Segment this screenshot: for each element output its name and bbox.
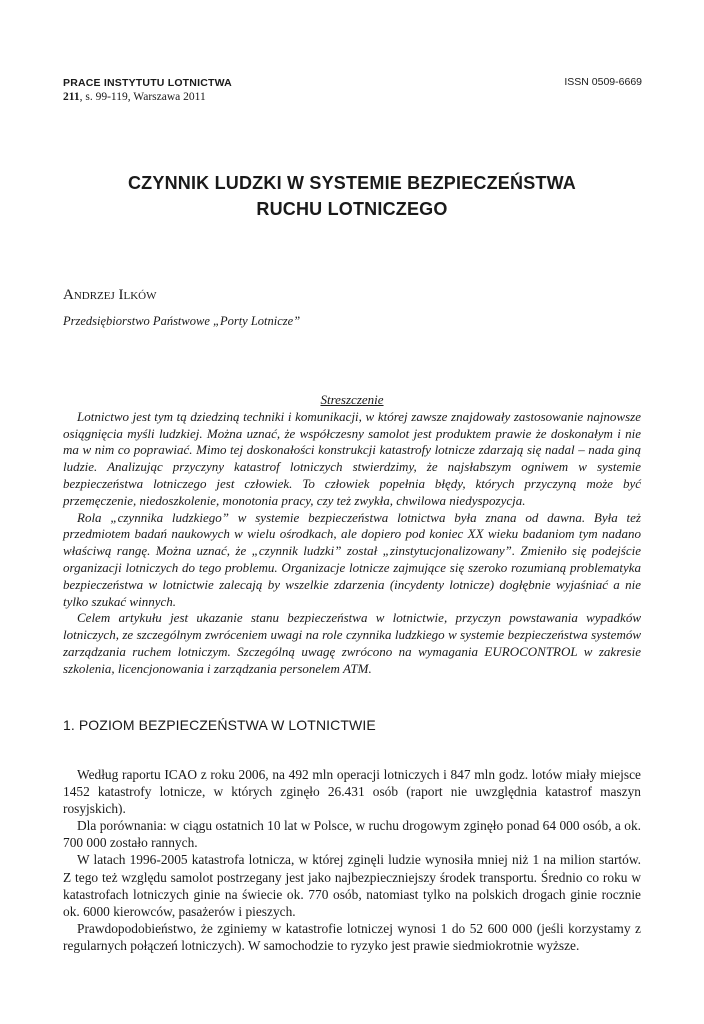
abstract [63,392,641,678]
body-paragraph: Dla porównania: w ciągu ostatnich 10 lat w Polsce, w ruchu drogowym zginęło ponad 64 000 osób, a ok. 700 000 zostało rannych. [63,818,641,851]
journal-header [63,76,232,104]
journal-pages-place-year: , s. 99-119, Warszawa 2011 [79,91,206,103]
journal-volume: 211 [63,91,80,103]
journal-citation [63,90,232,104]
author-name: Andrzej Ilków [63,287,157,303]
body-paragraph: Według raportu ICAO z roku 2006, na 492 mln operacji lotniczych i 847 mln godz. lotów miały miejsce 1452 katastrofy lotnicze, w których zginęło 26.431 osób (raport nie uwzględnia katastrof maszyn rosyjskich). [63,767,641,817]
abstract-paragraph: Rola „czynnika ludzkiego” w systemie bezpieczeństwa lotnictwa była znana od dawna. Była też przedmiotem badań naukowych w wielu ośrodkach, ale dopiero pod koniec XX wieku badaniom tym nadano właściwą rangę. Można uznać, że „czynnik ludzki” został „zinstytucjonalizowany”. Zmieniło się podejście organizacji lotniczych do tego problemu. Organizacje lotnicze zajmujące się szeroko rozumianą problematyka bezpieczeństwa w lotnictwie zalecają by wszelkie zdarzenia (incydenty lotnicze) dogłębnie wyjaśniać a nie tylko szukać winnych. [63,509,641,609]
article-title [63,170,641,222]
body-paragraph: Prawdopodobieństwo, że zginiemy w katastrofie lotniczej wynosi 1 do 52 600 000 (jeśli korzystamy z regularnych połączeń lotniczych). W samochodzie to ryzyko jest prawie siedmiokrotnie wyższe. [63,920,641,953]
abstract-paragraph: Celem artykułu jest ukazanie stanu bezpieczeństwa w lotnictwie, przyczyn powstawania wypadków lotniczych, ze szczególnym zwróceniem uwagi na role czynnika ludzkiego w systemie bezpieczeństwa systemów zarządzania ruchem lotniczym. Szczególną uwagę zwrócono na wymagania EUROCONTROL w zakresie szkolenia, licencjonowania i zarządzania personelem ATM. [63,610,641,676]
section-heading: 1. POZIOM BEZPIECZEŃSTWA W LOTNICTWIE [63,717,376,733]
author-affiliation: Przedsiębiorstwo Państwowe „Porty Lotnicze” [63,314,301,328]
issn: ISSN 0509-6669 [564,76,642,88]
abstract-paragraph: Lotnictwo jest tym tą dziedziną techniki i komunikacji, w której zawsze znajdowały zastosowanie najnowsze osiągnięcia myśli ludzkiej. Można uznać, że współczesny samolot jest produktem prawie że doskonałym i nie ma w nim co poprawiać. Mimo tej doskonałości konstrukcji katastrofy lotnicze zdarzają się nadal – nada giną ludzie. Analizując przyczyny katastrof lotniczych stwierdzimy, że najsłabszym ogniwem w systemie bezpieczeństwa lotniczego jest człowiek. To człowiek popełnia błędy, których przyczyną może być przemęczenie, niedoszkolenie, monotonia pracy, czy też zwykła, chwilowa niedyspozycja. [63,408,641,508]
article-title-line-2: RUCHU LOTNICZEGO [256,199,448,219]
body-paragraph: W latach 1996-2005 katastrofa lotnicza, w której zginęli ludzie wynosiła mniej niż 1 na milion startów. Z tego też względu samolot postrzegany jest jako najbezpieczniejszy środek transportu. Średnio co roku w katastrofach lotniczych ginie na świecie ok. 770 osób, natomiast tylko na polskich drogach ginie rocznie ok. 6000 kierowców, pasażerów i pieszych. [63,852,641,919]
article-title-line-1: CZYNNIK LUDZKI W SYSTEMIE BEZPIECZEŃSTWA [127,173,576,193]
journal-name: PRACE INSTYTUTU LOTNICTWA [63,77,232,89]
body-text [63,766,641,954]
abstract-heading: Streszczenie [320,392,384,407]
